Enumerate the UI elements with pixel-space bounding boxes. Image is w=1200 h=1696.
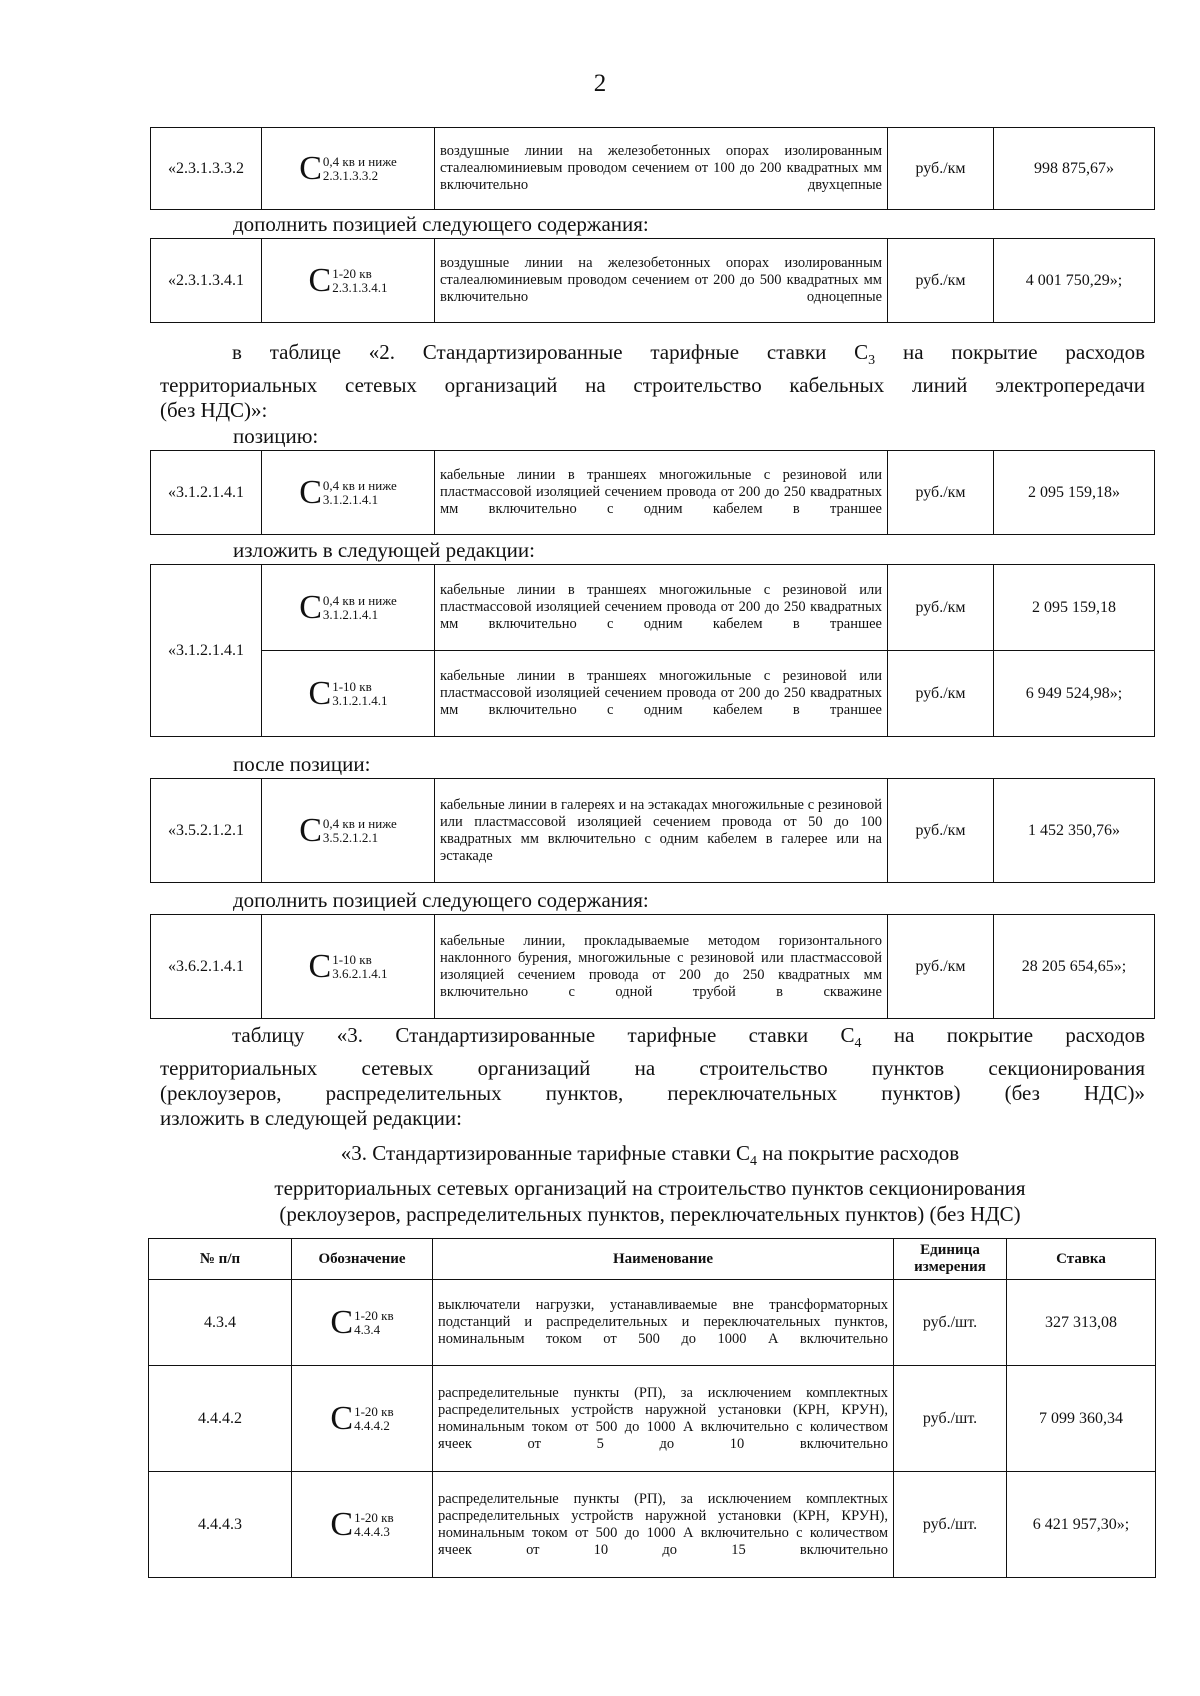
amendment-paragraph: таблицу «3. Стандартизированные тарифные ставки $С_4$ на покрытие расходов территориальных сетевых организаций на строительство пунктов секционирования (реклоузеров, распределительных пунктов, переключательных пунктов) (без НДС)» изложить в следующей редакции: [160, 1023, 1145, 1131]
instruction-label: дополнить позицией следующего содержания: [233, 888, 649, 912]
row-number: 4.4.4.2 [149, 1366, 292, 1472]
column-header-name: Наименование [433, 1239, 894, 1280]
unit-of-measure: руб./км [888, 239, 994, 323]
position-code: «2.3.1.3.4.1 [151, 239, 262, 323]
rate-value: 2 095 159,18 [994, 565, 1155, 651]
table-row [149, 1366, 1156, 1472]
position-code: «3.5.2.1.2.1 [151, 779, 262, 883]
position-description: кабельные линии в траншеях многожильные с резиновой или пластмассовой изоляцией сечением провода от 200 до 250 квадратных мм включительно с одним кабелем в траншее [435, 451, 888, 535]
rate-value: 6 421 957,30»; [1007, 1472, 1156, 1578]
unit-of-measure: руб./км [888, 565, 994, 651]
column-header-rate: Ставка [1007, 1239, 1156, 1280]
rate-value: 6 949 524,98»; [994, 651, 1155, 737]
tariff-row-table [150, 127, 1155, 210]
instruction-label: позицию: [233, 424, 319, 448]
rate-symbol: C 0,4 кв и ниже 3.1.2.1.4.1 [262, 451, 435, 535]
tariff-row-table [150, 564, 1155, 737]
column-header-number: № п/п [149, 1239, 292, 1280]
instruction-label: после позиции: [233, 752, 371, 776]
unit-of-measure: руб./км [888, 779, 994, 883]
table-header-row [149, 1239, 1156, 1280]
rate-value: 327 313,08 [1007, 1280, 1156, 1366]
position-description: кабельные линии в галереях и на эстакадах многожильные с резиновой или пластмассовой изоляцией сечением провода от 50 до 100 квадратных мм включительно с одним кабелем в галерее или на эстакаде [435, 779, 888, 883]
unit-of-measure: руб./шт. [894, 1280, 1007, 1366]
column-header-designation: Обозначение [292, 1239, 433, 1280]
rate-value: 7 099 360,34 [1007, 1366, 1156, 1472]
tariff-row-table [150, 914, 1155, 1019]
position-code: «3.1.2.1.4.1 [151, 451, 262, 535]
position-code: «2.3.1.3.3.2 [151, 128, 262, 210]
table3-heading: «3. Стандартизированные тарифные ставки $С_4$ на покрытие расходов территориальных сетевых организаций на строительство пунктов секционирования (реклоузеров, распределительных пунктов, переключательных пунктов) (без НДС) [274, 1141, 1026, 1227]
instruction-label: дополнить позицией следующего содержания: [233, 212, 649, 236]
position-description: кабельные линии в траншеях многожильные с резиновой или пластмассовой изоляцией сечением провода от 200 до 250 квадратных мм включительно с одним кабелем в траншее [435, 651, 888, 737]
rate-symbol: C 0,4 кв и ниже 3.1.2.1.4.1 [262, 565, 435, 651]
position-description: кабельные линии в траншеях многожильные с резиновой или пластмассовой изоляцией сечением провода от 200 до 250 квадратных мм включительно с одним кабелем в траншее [435, 565, 888, 651]
table3 [148, 1238, 1156, 1578]
page-number: 2 [593, 70, 607, 97]
position-description: выключатели нагрузки, устанавливаемые вне трансформаторных подстанций и распределительных и переключательных пунктов, номинальным током от 500 до 1000 А включительно [433, 1280, 894, 1366]
position-code: «3.6.2.1.4.1 [151, 915, 262, 1019]
rate-value: 28 205 654,65»; [994, 915, 1155, 1019]
unit-of-measure: руб./км [888, 451, 994, 535]
rate-symbol: C 0,4 кв и ниже 2.3.1.3.3.2 [262, 128, 435, 210]
column-header-unit: Единица измерения [894, 1239, 1007, 1280]
unit-of-measure: руб./шт. [894, 1472, 1007, 1578]
tariff-row-table [150, 238, 1155, 323]
rate-value: 2 095 159,18» [994, 451, 1155, 535]
table-row [149, 1280, 1156, 1366]
table-row [149, 1472, 1156, 1578]
position-code: «3.1.2.1.4.1 [151, 565, 262, 737]
tariff-row-table [150, 450, 1155, 535]
rate-value: 998 875,67» [994, 128, 1155, 210]
rate-symbol: C 1-10 кв 3.1.2.1.4.1 [262, 651, 435, 737]
rate-symbol: C 1-20 кв 4.4.4.2 [292, 1366, 433, 1472]
row-number: 4.4.4.3 [149, 1472, 292, 1578]
rate-symbol: C 1-10 кв 3.6.2.1.4.1 [262, 915, 435, 1019]
position-description: распределительные пункты (РП), за исключением комплектных распределительных устройств наружной установки (КРН, КРУН), номинальным током от 500 до 1000 А включительно с количеством ячеек от 10 до 15 включительно [433, 1472, 894, 1578]
position-description: воздушные линии на железобетонных опорах изолированным сталеалюминиевым проводом сечением от 200 до 500 квадратных мм включительно одноцепные [435, 239, 888, 323]
rate-value: 1 452 350,76» [994, 779, 1155, 883]
unit-of-measure: руб./км [888, 915, 994, 1019]
rate-symbol: C 1-20 кв 2.3.1.3.4.1 [262, 239, 435, 323]
rate-symbol: C 1-20 кв 4.3.4 [292, 1280, 433, 1366]
rate-symbol: C 0,4 кв и ниже 3.5.2.1.2.1 [262, 779, 435, 883]
unit-of-measure: руб./км [888, 128, 994, 210]
amendment-paragraph: в таблице «2. Стандартизированные тарифные ставки $С_3$ на покрытие расходов территориальных сетевых организаций на строительство кабельных линий электропередачи (без НДС)»: [160, 340, 1145, 423]
position-description: кабельные линии, прокладываемые методом горизонтального наклонного бурения, многожильные с резиновой или пластмассовой изоляцией сечением провода от 200 до 250 квадратных мм включительно с одной трубой в скважине [435, 915, 888, 1019]
unit-of-measure: руб./км [888, 651, 994, 737]
position-description: распределительные пункты (РП), за исключением комплектных распределительных устройств наружной установки (КРН, КРУН), номинальным током от 500 до 1000 А включительно с количеством ячеек от 5 до 10 включительно [433, 1366, 894, 1472]
unit-of-measure: руб./шт. [894, 1366, 1007, 1472]
tariff-row-table [150, 778, 1155, 883]
instruction-label: изложить в следующей редакции: [233, 538, 535, 562]
rate-value: 4 001 750,29»; [994, 239, 1155, 323]
position-description: воздушные линии на железобетонных опорах изолированным сталеалюминиевым проводом сечением от 100 до 200 квадратных мм включительно двухцепные [435, 128, 888, 210]
rate-symbol: C 1-20 кв 4.4.4.3 [292, 1472, 433, 1578]
row-number: 4.3.4 [149, 1280, 292, 1366]
